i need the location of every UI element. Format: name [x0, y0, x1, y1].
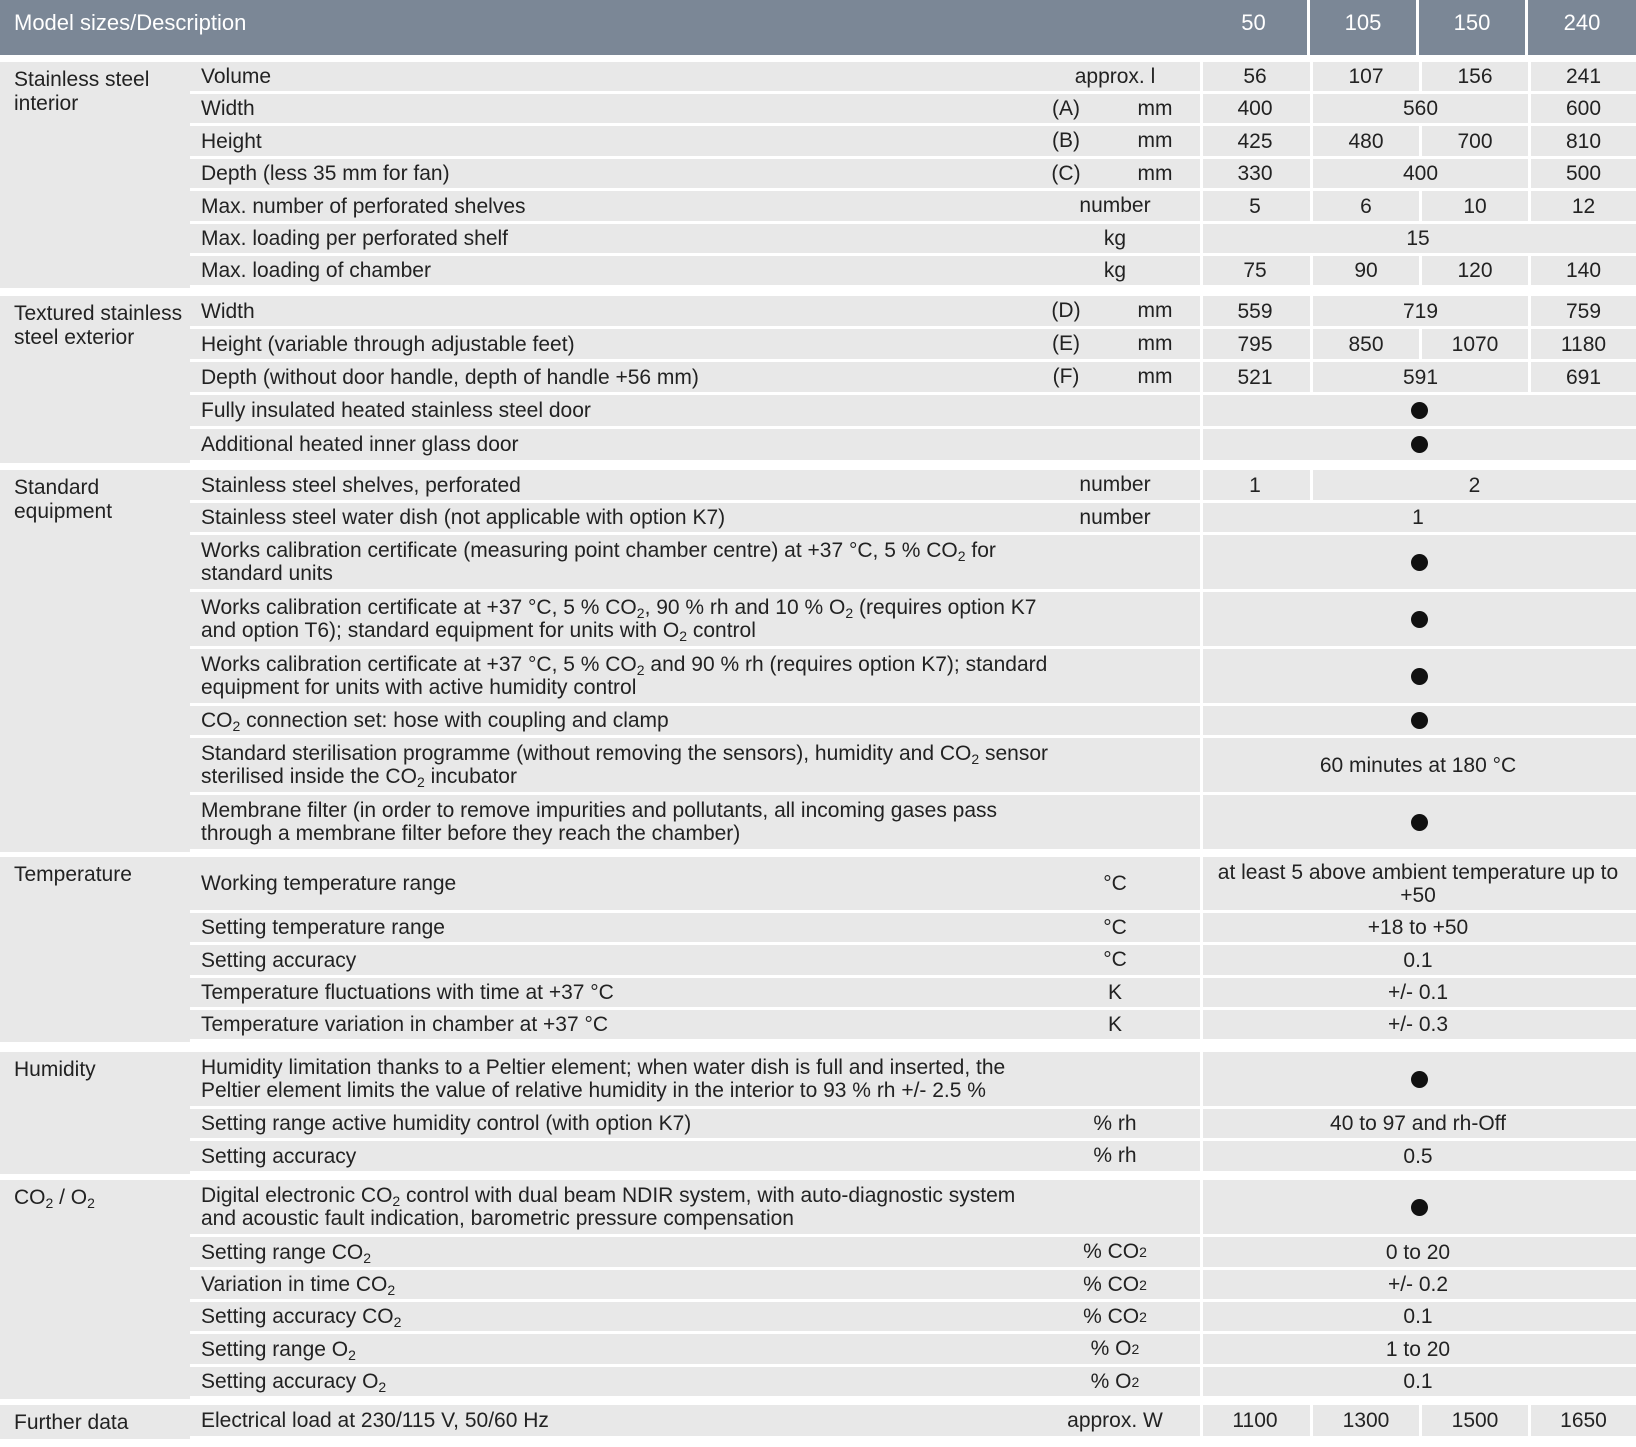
table-cell: 107 [1348, 65, 1384, 88]
table-cell: 90 [1354, 259, 1378, 282]
table-cell: 156 [1457, 65, 1493, 88]
table-row [190, 795, 1636, 852]
table-row [190, 706, 1636, 738]
row-description: Setting accuracy $O_2$ [201, 1370, 387, 1395]
table-cell: 480 [1348, 129, 1384, 153]
table-row [190, 535, 1636, 592]
table-cell: 600 [1565, 97, 1602, 120]
spec-section [0, 1405, 1636, 1439]
bullet-dot-icon [1411, 1199, 1428, 1216]
table-row [190, 470, 1636, 503]
row-description: Setting range active humidity control (with option K7) [201, 1112, 692, 1135]
row-divider [190, 849, 1636, 852]
table-cell: 1 [1249, 473, 1261, 497]
dimension-ref: (D) [1051, 299, 1081, 322]
row-unit: % CO 2 [1083, 1272, 1147, 1296]
dimension-ref: (C) [1051, 161, 1081, 185]
row-divider [190, 1039, 1636, 1042]
table-cell: +/- 0.2 [1387, 1273, 1449, 1296]
row-unit: mm [1137, 332, 1173, 355]
table-row [190, 159, 1636, 191]
table-cell: 1100 [1232, 1409, 1278, 1432]
bullet-dot-icon [1411, 712, 1428, 729]
feature-included [1203, 395, 1636, 426]
table-cell: 500 [1565, 162, 1602, 185]
feature-included [1203, 592, 1636, 646]
row-unit: mm [1137, 129, 1173, 152]
table-row [190, 1334, 1636, 1367]
table-row [190, 296, 1636, 329]
table-cell: 60 minutes at 180 °C [1319, 753, 1517, 777]
table-cell: 40 to 97 and rh-Off [1330, 1112, 1506, 1135]
row-description: Setting temperature range [201, 916, 445, 939]
table-cell: 1070 [1451, 332, 1499, 356]
row-description: Stainless steel water dish (not applicable with option K7) [201, 506, 726, 529]
table-cell: 719 [1402, 299, 1439, 323]
row-description: Works calibration certificate (measuring point chamber centre) at +37 °C, 5 % $CO_2$ for standard units [201, 539, 996, 585]
row-unit: % CO 2 [1083, 1240, 1147, 1263]
spec-section [0, 296, 1636, 463]
table-cell: 810 [1565, 129, 1602, 153]
row-unit: °C [1103, 915, 1127, 939]
row-divider [190, 460, 1636, 463]
table-row [190, 429, 1636, 463]
row-description: Temperature variation in chamber at +37 °C [201, 1013, 609, 1036]
table-cell: 1650 [1560, 1409, 1607, 1432]
table-cell: 400 [1402, 162, 1439, 185]
row-unit: kg [1103, 258, 1127, 282]
header-model-150: 150 [1453, 10, 1491, 35]
table-row [190, 1237, 1636, 1270]
table-row [190, 649, 1636, 706]
table-row [190, 913, 1636, 945]
row-unit: mm [1137, 96, 1173, 120]
table-cell: 0 to 20 [1385, 1240, 1451, 1264]
section-label: $CO_2 / O_2$ [14, 1186, 95, 1211]
row-description: Depth (without door handle, depth of handle +56 mm) [201, 365, 699, 389]
spec-section [0, 1052, 1636, 1174]
table-cell: 1 [1412, 506, 1424, 529]
table-cell: 759 [1565, 299, 1602, 323]
section-label: Humidity [14, 1058, 96, 1081]
feature-included [1203, 706, 1636, 735]
row-unit: K [1107, 1012, 1122, 1036]
row-description: Setting range $CO_2$ [201, 1240, 372, 1266]
row-description: Setting accuracy $CO_2$ [201, 1305, 402, 1330]
dimension-ref: (A) [1052, 96, 1080, 120]
row-description: Setting accuracy [201, 948, 357, 972]
bullet-dot-icon [1411, 611, 1428, 628]
table-cell: 521 [1237, 365, 1273, 389]
section-label: Stainless steel interior [14, 68, 150, 115]
table-cell: +/- 0.1 [1387, 981, 1449, 1004]
table-cell: 0.5 [1403, 1144, 1433, 1168]
table-cell: 0.1 [1403, 1370, 1433, 1393]
row-description: Humidity limitation thanks to a Peltier element; when water dish is full and inserted, the Peltier element limits the value of relative humidity in the interior to 93 % rh +/- 2.5 % [201, 1056, 1006, 1102]
row-description: Height [201, 129, 262, 153]
feature-included [1203, 1052, 1636, 1106]
table-row [190, 94, 1636, 126]
row-description: Width [201, 299, 255, 323]
bullet-dot-icon [1411, 436, 1428, 453]
row-description: Volume [201, 65, 272, 88]
table-cell: +/- 0.3 [1387, 1013, 1449, 1036]
table-cell: 1180 [1560, 332, 1607, 356]
table-row [190, 738, 1636, 795]
table-cell: 560 [1402, 97, 1439, 120]
row-unit: % rh [1093, 1111, 1137, 1135]
bullet-dot-icon [1411, 402, 1428, 419]
row-description: Works calibration certificate at +37 °C, 5 % $CO_2$, 90 % rh and 10 % $O_2$ (requires option K7 and option T6); standard equipment for units with $O_2$ control [201, 596, 1037, 644]
row-unit: °C [1103, 948, 1127, 971]
row-divider [190, 1396, 1636, 1399]
bullet-dot-icon [1411, 668, 1428, 685]
table-cell: 120 [1457, 259, 1493, 282]
section-label: Standard equipment [14, 476, 113, 523]
row-unit: number [1079, 473, 1151, 496]
feature-included [1203, 1180, 1636, 1234]
row-description: Membrane filter (in order to remove impurities and pollutants, all incoming gases pass through a membrane filter before they reach the chamber) [201, 799, 998, 845]
table-cell: 0.1 [1403, 1305, 1433, 1328]
table-row [190, 191, 1636, 224]
table-row [190, 978, 1636, 1010]
table-cell: 795 [1237, 332, 1273, 356]
table-row [190, 62, 1636, 94]
row-description: Variation in time $CO_2$ [201, 1273, 396, 1298]
table-cell: 241 [1565, 65, 1602, 88]
row-unit: % CO 2 [1083, 1304, 1147, 1328]
row-description: $CO_2$ connection set: hose with coupling and clamp [201, 709, 669, 734]
row-description: Stainless steel shelves, perforated [201, 473, 521, 497]
row-description: Works calibration certificate at +37 °C, 5 % $CO_2$ and 90 % rh (requires option K7); standard equipment for units with active humidity control [201, 653, 1048, 699]
table-cell: 700 [1457, 129, 1493, 153]
dimension-ref: (F) [1052, 365, 1080, 388]
table-row [190, 503, 1636, 535]
row-unit: K [1107, 980, 1122, 1004]
table-cell: 15 [1406, 227, 1430, 250]
header-model-50: 50 [1241, 10, 1266, 35]
table-row [190, 1052, 1636, 1109]
spec-section [0, 1180, 1636, 1399]
table-row [190, 362, 1636, 395]
row-description: Height (variable through adjustable feet) [201, 332, 575, 356]
row-divider [190, 1171, 1636, 1174]
row-divider [190, 1436, 1636, 1439]
dimension-ref: (B) [1052, 129, 1080, 152]
table-cell: 1 to 20 [1385, 1337, 1451, 1361]
table-cell: 1500 [1451, 1409, 1499, 1432]
row-description: Fully insulated heated stainless steel door [201, 399, 591, 422]
section-label: Further data [14, 1411, 129, 1434]
row-description: Max. loading of chamber [201, 259, 431, 282]
table-row [190, 945, 1636, 978]
spec-section [0, 62, 1636, 288]
table-cell: +18 to +50 [1367, 916, 1469, 939]
row-unit: number [1079, 194, 1151, 217]
row-description: Setting range $O_2$ [201, 1337, 356, 1363]
row-description: Max. number of perforated shelves [201, 194, 526, 218]
row-unit: % O 2 [1090, 1337, 1140, 1360]
row-description: Working temperature range [201, 872, 457, 895]
table-row [190, 1367, 1636, 1399]
row-description: Electrical load at 230/115 V, 50/60 Hz [201, 1409, 549, 1432]
row-description: Depth (less 35 mm for fan) [201, 162, 450, 185]
table-cell: 425 [1237, 129, 1273, 153]
row-unit: approx. W [1067, 1408, 1163, 1432]
table-row [190, 256, 1636, 288]
feature-included [1203, 535, 1636, 589]
table-cell: 56 [1243, 65, 1267, 88]
table-cell: 559 [1237, 299, 1273, 323]
row-description: Digital electronic $CO_2$ control with dual beam NDIR system, with auto-diagnostic system and acoustic fault indication, barometric pressure compensation [201, 1184, 1016, 1230]
row-divider [190, 285, 1636, 288]
section-label: Textured stainless steel exterior [14, 302, 183, 349]
table-row [190, 592, 1636, 649]
row-unit: kg [1103, 226, 1127, 250]
table-row [190, 1405, 1636, 1439]
table-row [190, 1109, 1636, 1141]
table-cell: 591 [1402, 365, 1439, 389]
table-cell: 400 [1237, 97, 1273, 120]
row-unit: % rh [1093, 1144, 1137, 1167]
feature-included [1203, 795, 1636, 849]
spec-section [0, 857, 1636, 1042]
bullet-dot-icon [1411, 1071, 1428, 1088]
row-unit: % O 2 [1090, 1369, 1140, 1393]
header-model-240: 240 [1563, 10, 1601, 35]
row-unit: number [1079, 505, 1151, 529]
table-row [190, 126, 1636, 159]
bullet-dot-icon [1411, 814, 1428, 831]
table-row [190, 395, 1636, 429]
feature-included [1203, 649, 1636, 703]
table-cell: 2 [1468, 473, 1481, 497]
row-unit: mm [1137, 161, 1173, 185]
table-row [190, 1141, 1636, 1174]
table-header [0, 0, 1636, 55]
table-row [190, 857, 1636, 913]
section-label: Temperature [14, 863, 132, 886]
table-row [190, 1180, 1636, 1237]
table-row [190, 1010, 1636, 1042]
table-row [190, 329, 1636, 362]
table-cell: 850 [1348, 332, 1384, 356]
row-description: Additional heated inner glass door [201, 433, 519, 456]
row-unit: mm [1137, 365, 1173, 388]
table-row [190, 1270, 1636, 1302]
header-title: Model sizes/Description [14, 10, 247, 35]
feature-included [1203, 429, 1636, 460]
table-row [190, 224, 1636, 256]
row-description: Temperature fluctuations with time at +37 °C [201, 981, 614, 1004]
row-description: Standard sterilisation programme (without removing the sensors), humidity and $CO_2$ sensor sterilised inside the $CO_2$ incubator [201, 742, 1049, 790]
header-model-105: 105 [1344, 10, 1382, 35]
table-cell: 0.1 [1403, 948, 1433, 972]
bullet-dot-icon [1411, 554, 1428, 571]
row-unit: °C [1103, 871, 1127, 895]
table-cell: 12 [1571, 194, 1596, 218]
table-cell: at least 5 above ambient temperature up to +50 [1217, 860, 1619, 907]
table-cell: 1300 [1342, 1409, 1390, 1432]
row-description: Setting accuracy [201, 1144, 357, 1168]
row-description: Max. loading per perforated shelf [201, 227, 509, 250]
table-cell: 6 [1360, 194, 1372, 218]
row-description: Width [201, 97, 255, 120]
dimension-ref: (E) [1052, 332, 1080, 355]
row-unit: approx. l [1074, 64, 1156, 88]
table-cell: 5 [1249, 194, 1261, 218]
row-unit: mm [1137, 299, 1173, 322]
table-row [190, 1302, 1636, 1334]
table-cell: 330 [1237, 162, 1273, 185]
table-cell: 10 [1463, 194, 1487, 218]
spec-section [0, 470, 1636, 852]
table-cell: 691 [1565, 365, 1602, 389]
table-cell: 75 [1243, 259, 1267, 282]
table-cell: 140 [1565, 259, 1602, 282]
